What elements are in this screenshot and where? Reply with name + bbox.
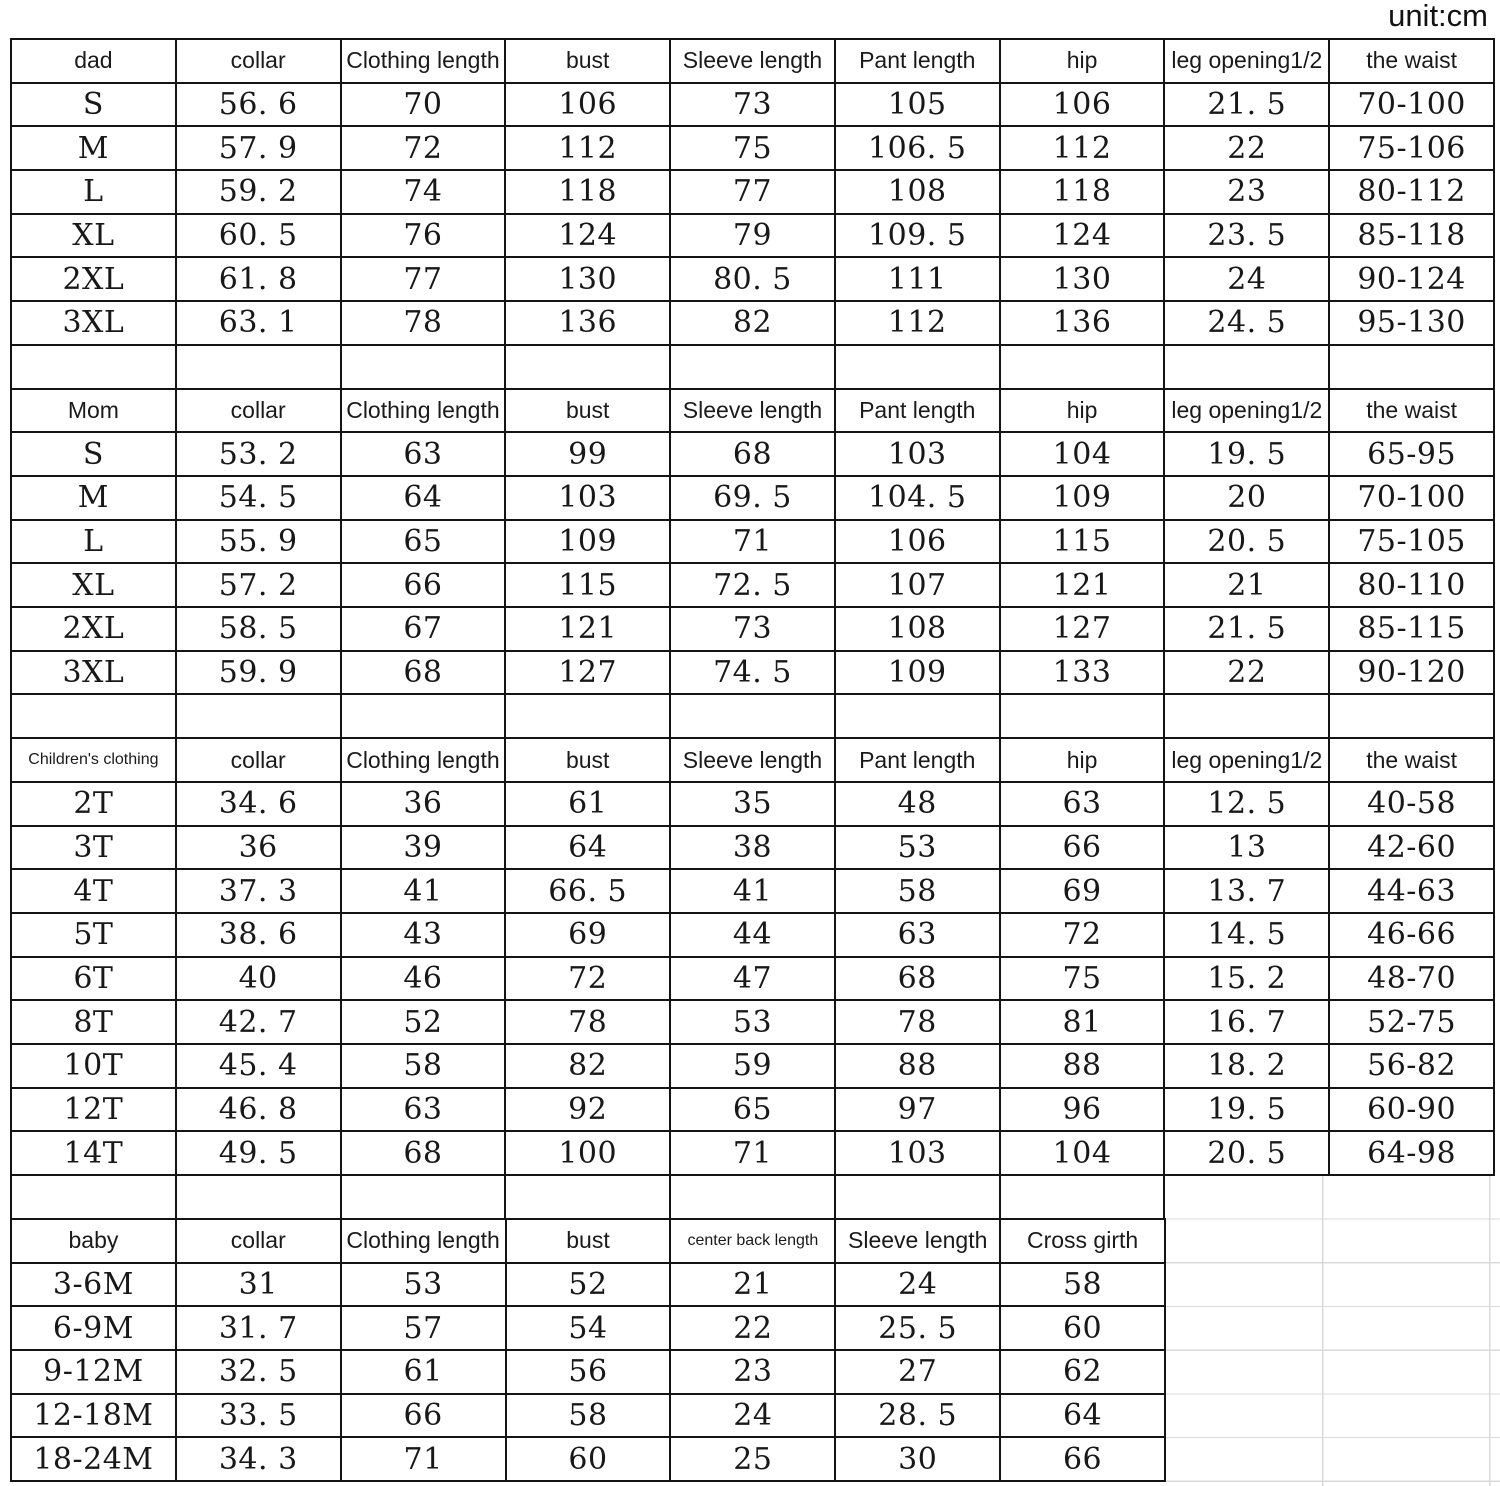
value-cell: 33. 5	[177, 1395, 342, 1439]
value-cell: 78	[342, 302, 507, 346]
value-cell: 37. 3	[177, 870, 342, 914]
value-cell: 63	[342, 1089, 507, 1133]
value-cell: 34. 3	[177, 1438, 342, 1482]
column-header-cell: Pant length	[836, 40, 1001, 84]
value-cell: 60	[507, 1438, 672, 1482]
value-cell: 16. 7	[1165, 1001, 1330, 1045]
value-cell: 85-115	[1330, 608, 1495, 652]
value-cell: 82	[506, 1045, 671, 1089]
column-header-cell: bust	[506, 390, 671, 434]
size-table-children	[10, 737, 1495, 1220]
column-header-cell: bust	[506, 739, 671, 783]
value-cell: 25. 5	[836, 1307, 1001, 1351]
value-cell: 52-75	[1330, 1001, 1495, 1045]
value-cell: 35	[671, 783, 836, 827]
value-cell: 56. 6	[177, 84, 342, 128]
column-header-cell: collar	[177, 1220, 342, 1264]
value-cell: 118	[1001, 171, 1166, 215]
empty-cell	[1330, 346, 1495, 390]
value-cell: 81	[1001, 1001, 1166, 1045]
value-cell: 127	[506, 652, 671, 696]
value-cell: 59	[671, 1045, 836, 1089]
value-cell: 130	[1001, 258, 1166, 302]
value-cell: 54	[507, 1307, 672, 1351]
spreadsheet-gridlines	[1164, 1176, 1500, 1486]
value-cell: 64	[506, 827, 671, 871]
empty-cell	[12, 695, 177, 739]
value-cell: 31	[177, 1264, 342, 1308]
value-cell: 46-66	[1330, 914, 1495, 958]
size-label-cell: 3XL	[12, 652, 177, 696]
value-cell: 69. 5	[671, 477, 836, 521]
value-cell: 21	[1165, 564, 1330, 608]
size-label-cell: 14T	[12, 1132, 177, 1176]
value-cell: 75-105	[1330, 521, 1495, 565]
value-cell: 28. 5	[836, 1395, 1001, 1439]
column-header-cell: hip	[1001, 739, 1166, 783]
size-label-cell: 2XL	[12, 608, 177, 652]
table-grid	[10, 737, 1495, 1220]
value-cell: 124	[1001, 215, 1166, 259]
value-cell: 46. 8	[177, 1089, 342, 1133]
column-header-cell: collar	[177, 390, 342, 434]
column-header-cell: hip	[1001, 40, 1166, 84]
value-cell: 107	[836, 564, 1001, 608]
value-cell: 38. 6	[177, 914, 342, 958]
value-cell: 19. 5	[1165, 433, 1330, 477]
value-cell: 74	[342, 171, 507, 215]
value-cell: 36	[177, 827, 342, 871]
column-header-cell: Sleeve length	[836, 1220, 1001, 1264]
size-label-cell: 12T	[12, 1089, 177, 1133]
size-label-cell: 5T	[12, 914, 177, 958]
value-cell: 58. 5	[177, 608, 342, 652]
column-header-cell: the waist	[1330, 739, 1495, 783]
empty-cell	[1001, 1176, 1166, 1220]
column-header-cell: the waist	[1330, 40, 1495, 84]
empty-cell	[506, 695, 671, 739]
column-header-cell: Clothing length	[342, 739, 507, 783]
size-label-cell: 2XL	[12, 258, 177, 302]
section-title-cell: Mom	[12, 390, 177, 434]
value-cell: 136	[1001, 302, 1166, 346]
value-cell: 48-70	[1330, 958, 1495, 1002]
value-cell: 60	[1001, 1307, 1166, 1351]
value-cell: 13	[1165, 827, 1330, 871]
size-label-cell: 18-24M	[12, 1438, 177, 1482]
empty-cell	[836, 346, 1001, 390]
size-label-cell: XL	[12, 215, 177, 259]
value-cell: 65	[342, 521, 507, 565]
value-cell: 22	[671, 1307, 836, 1351]
size-label-cell: 8T	[12, 1001, 177, 1045]
size-label-cell: M	[12, 127, 177, 171]
column-header-cell: hip	[1001, 390, 1166, 434]
value-cell: 13. 7	[1165, 870, 1330, 914]
size-label-cell: 3T	[12, 827, 177, 871]
value-cell: 14. 5	[1165, 914, 1330, 958]
column-header-cell: Clothing length	[342, 40, 507, 84]
value-cell: 58	[342, 1045, 507, 1089]
size-label-cell: 3XL	[12, 302, 177, 346]
column-header-cell: Clothing length	[342, 390, 507, 434]
value-cell: 78	[506, 1001, 671, 1045]
value-cell: 95-130	[1330, 302, 1495, 346]
size-label-cell: M	[12, 477, 177, 521]
value-cell: 67	[342, 608, 507, 652]
value-cell: 72	[506, 958, 671, 1002]
value-cell: 80. 5	[671, 258, 836, 302]
value-cell: 42. 7	[177, 1001, 342, 1045]
value-cell: 48	[836, 783, 1001, 827]
value-cell: 58	[507, 1395, 672, 1439]
value-cell: 68	[342, 652, 507, 696]
value-cell: 88	[836, 1045, 1001, 1089]
size-table-baby	[10, 1218, 1166, 1482]
value-cell: 124	[506, 215, 671, 259]
value-cell: 20. 5	[1165, 1132, 1330, 1176]
empty-cell	[177, 695, 342, 739]
unit-label: unit:cm	[1388, 0, 1488, 33]
value-cell: 111	[836, 258, 1001, 302]
value-cell: 66	[342, 1395, 507, 1439]
value-cell: 65-95	[1330, 433, 1495, 477]
value-cell: 108	[836, 608, 1001, 652]
value-cell: 103	[836, 433, 1001, 477]
size-label-cell: 2T	[12, 783, 177, 827]
value-cell: 61	[506, 783, 671, 827]
value-cell: 121	[1001, 564, 1166, 608]
value-cell: 20. 5	[1165, 521, 1330, 565]
empty-cell	[1165, 695, 1330, 739]
value-cell: 115	[506, 564, 671, 608]
section-title-cell: baby	[12, 1220, 177, 1264]
value-cell: 80-112	[1330, 171, 1495, 215]
value-cell: 112	[506, 127, 671, 171]
value-cell: 63	[342, 433, 507, 477]
value-cell: 77	[671, 171, 836, 215]
value-cell: 49. 5	[177, 1132, 342, 1176]
value-cell: 32. 5	[177, 1351, 342, 1395]
empty-cell	[1001, 695, 1166, 739]
empty-cell	[836, 695, 1001, 739]
empty-cell	[671, 1176, 836, 1220]
value-cell: 52	[507, 1264, 672, 1308]
value-cell: 44	[671, 914, 836, 958]
value-cell: 75	[1001, 958, 1166, 1002]
value-cell: 90-120	[1330, 652, 1495, 696]
column-header-cell: leg opening1/2	[1165, 40, 1330, 84]
value-cell: 88	[1001, 1045, 1166, 1089]
value-cell: 25	[671, 1438, 836, 1482]
value-cell: 59. 2	[177, 171, 342, 215]
column-header-cell: Sleeve length	[671, 739, 836, 783]
value-cell: 34. 6	[177, 783, 342, 827]
value-cell: 23	[671, 1351, 836, 1395]
size-label-cell: 12-18M	[12, 1395, 177, 1439]
value-cell: 133	[1001, 652, 1166, 696]
value-cell: 69	[506, 914, 671, 958]
value-cell: 61. 8	[177, 258, 342, 302]
value-cell: 62	[1001, 1351, 1166, 1395]
column-header-cell: Pant length	[836, 739, 1001, 783]
value-cell: 63. 1	[177, 302, 342, 346]
value-cell: 77	[342, 258, 507, 302]
value-cell: 100	[506, 1132, 671, 1176]
value-cell: 96	[1001, 1089, 1166, 1133]
column-header-cell: Cross girth	[1001, 1220, 1166, 1264]
value-cell: 75	[671, 127, 836, 171]
empty-cell	[177, 346, 342, 390]
value-cell: 109	[836, 652, 1001, 696]
value-cell: 47	[671, 958, 836, 1002]
size-table-dad	[10, 38, 1495, 390]
value-cell: 53	[671, 1001, 836, 1045]
value-cell: 57	[342, 1307, 507, 1351]
value-cell: 74. 5	[671, 652, 836, 696]
empty-cell	[342, 695, 507, 739]
value-cell: 20	[1165, 477, 1330, 521]
size-label-cell: 10T	[12, 1045, 177, 1089]
value-cell: 52	[342, 1001, 507, 1045]
empty-cell	[836, 1176, 1001, 1220]
size-table-mom	[10, 388, 1495, 740]
value-cell: 130	[506, 258, 671, 302]
value-cell: 19. 5	[1165, 1089, 1330, 1133]
value-cell: 53	[342, 1264, 507, 1308]
size-label-cell: XL	[12, 564, 177, 608]
value-cell: 21. 5	[1165, 84, 1330, 128]
column-header-cell: the waist	[1330, 390, 1495, 434]
empty-cell	[12, 346, 177, 390]
value-cell: 56	[507, 1351, 672, 1395]
value-cell: 104	[1001, 1132, 1166, 1176]
size-label-cell: L	[12, 171, 177, 215]
value-cell: 72	[1001, 914, 1166, 958]
value-cell: 76	[342, 215, 507, 259]
value-cell: 82	[671, 302, 836, 346]
value-cell: 106	[836, 521, 1001, 565]
size-label-cell: S	[12, 84, 177, 128]
value-cell: 56-82	[1330, 1045, 1495, 1089]
empty-cell	[342, 346, 507, 390]
value-cell: 115	[1001, 521, 1166, 565]
value-cell: 106	[506, 84, 671, 128]
value-cell: 24. 5	[1165, 302, 1330, 346]
value-cell: 55. 9	[177, 521, 342, 565]
size-label-cell: 3-6M	[12, 1264, 177, 1308]
value-cell: 64	[1001, 1395, 1166, 1439]
value-cell: 39	[342, 827, 507, 871]
value-cell: 57. 2	[177, 564, 342, 608]
value-cell: 38	[671, 827, 836, 871]
value-cell: 72. 5	[671, 564, 836, 608]
value-cell: 22	[1165, 652, 1330, 696]
value-cell: 70-100	[1330, 477, 1495, 521]
value-cell: 63	[1001, 783, 1166, 827]
value-cell: 44-63	[1330, 870, 1495, 914]
value-cell: 108	[836, 171, 1001, 215]
value-cell: 66	[342, 564, 507, 608]
value-cell: 66. 5	[506, 870, 671, 914]
table-grid	[10, 1218, 1166, 1482]
size-label-cell: L	[12, 521, 177, 565]
value-cell: 109	[1001, 477, 1166, 521]
value-cell: 106	[1001, 84, 1166, 128]
value-cell: 40	[177, 958, 342, 1002]
column-header-cell: bust	[506, 40, 671, 84]
value-cell: 60-90	[1330, 1089, 1495, 1133]
value-cell: 63	[836, 914, 1001, 958]
value-cell: 112	[1001, 127, 1166, 171]
column-header-cell: center back length	[671, 1220, 836, 1264]
value-cell: 57. 9	[177, 127, 342, 171]
value-cell: 64	[342, 477, 507, 521]
value-cell: 36	[342, 783, 507, 827]
value-cell: 105	[836, 84, 1001, 128]
table-grid	[10, 38, 1495, 390]
value-cell: 59. 9	[177, 652, 342, 696]
column-header-cell: Clothing length	[342, 1220, 507, 1264]
value-cell: 73	[671, 84, 836, 128]
table-grid	[10, 388, 1495, 740]
column-header-cell: collar	[177, 40, 342, 84]
value-cell: 70	[342, 84, 507, 128]
column-header-cell: Sleeve length	[671, 390, 836, 434]
size-label-cell: 4T	[12, 870, 177, 914]
value-cell: 80-110	[1330, 564, 1495, 608]
size-label-cell: 6T	[12, 958, 177, 1002]
empty-cell	[671, 695, 836, 739]
value-cell: 68	[671, 433, 836, 477]
column-header-cell: collar	[177, 739, 342, 783]
empty-cell	[506, 1176, 671, 1220]
value-cell: 30	[836, 1438, 1001, 1482]
value-cell: 71	[671, 521, 836, 565]
value-cell: 61	[342, 1351, 507, 1395]
value-cell: 103	[506, 477, 671, 521]
value-cell: 70-100	[1330, 84, 1495, 128]
value-cell: 31. 7	[177, 1307, 342, 1351]
empty-cell	[12, 1176, 177, 1220]
value-cell: 71	[671, 1132, 836, 1176]
value-cell: 78	[836, 1001, 1001, 1045]
size-label-cell: 6-9M	[12, 1307, 177, 1351]
value-cell: 69	[1001, 870, 1166, 914]
value-cell: 58	[1001, 1264, 1166, 1308]
value-cell: 53	[836, 827, 1001, 871]
column-header-cell: leg opening1/2	[1165, 739, 1330, 783]
value-cell: 24	[1165, 258, 1330, 302]
empty-cell	[671, 346, 836, 390]
value-cell: 65	[671, 1089, 836, 1133]
value-cell: 24	[836, 1264, 1001, 1308]
value-cell: 53. 2	[177, 433, 342, 477]
value-cell: 104. 5	[836, 477, 1001, 521]
column-header-cell: bust	[507, 1220, 672, 1264]
value-cell: 22	[1165, 127, 1330, 171]
value-cell: 79	[671, 215, 836, 259]
value-cell: 104	[1001, 433, 1166, 477]
value-cell: 64-98	[1330, 1132, 1495, 1176]
value-cell: 90-124	[1330, 258, 1495, 302]
value-cell: 136	[506, 302, 671, 346]
value-cell: 97	[836, 1089, 1001, 1133]
size-label-cell: 9-12M	[12, 1351, 177, 1395]
value-cell: 73	[671, 608, 836, 652]
empty-cell	[506, 346, 671, 390]
value-cell: 43	[342, 914, 507, 958]
value-cell: 103	[836, 1132, 1001, 1176]
value-cell: 41	[342, 870, 507, 914]
empty-cell	[1330, 695, 1495, 739]
column-header-cell: Sleeve length	[671, 40, 836, 84]
size-label-cell: S	[12, 433, 177, 477]
value-cell: 27	[836, 1351, 1001, 1395]
section-title-cell: Children's clothing	[12, 739, 177, 783]
value-cell: 46	[342, 958, 507, 1002]
value-cell: 21. 5	[1165, 608, 1330, 652]
value-cell: 40-58	[1330, 783, 1495, 827]
value-cell: 58	[836, 870, 1001, 914]
value-cell: 54. 5	[177, 477, 342, 521]
value-cell: 45. 4	[177, 1045, 342, 1089]
value-cell: 68	[836, 958, 1001, 1002]
empty-cell	[342, 1176, 507, 1220]
column-header-cell: leg opening1/2	[1165, 390, 1330, 434]
value-cell: 68	[342, 1132, 507, 1176]
value-cell: 71	[342, 1438, 507, 1482]
value-cell: 109	[506, 521, 671, 565]
value-cell: 41	[671, 870, 836, 914]
empty-cell	[1165, 346, 1330, 390]
value-cell: 23. 5	[1165, 215, 1330, 259]
value-cell: 118	[506, 171, 671, 215]
value-cell: 21	[671, 1264, 836, 1308]
value-cell: 24	[671, 1395, 836, 1439]
value-cell: 15. 2	[1165, 958, 1330, 1002]
value-cell: 72	[342, 127, 507, 171]
value-cell: 12. 5	[1165, 783, 1330, 827]
value-cell: 42-60	[1330, 827, 1495, 871]
value-cell: 18. 2	[1165, 1045, 1330, 1089]
section-title-cell: dad	[12, 40, 177, 84]
value-cell: 23	[1165, 171, 1330, 215]
value-cell: 66	[1001, 1438, 1166, 1482]
value-cell: 85-118	[1330, 215, 1495, 259]
value-cell: 127	[1001, 608, 1166, 652]
value-cell: 99	[506, 433, 671, 477]
column-header-cell: Pant length	[836, 390, 1001, 434]
empty-cell	[1001, 346, 1166, 390]
value-cell: 112	[836, 302, 1001, 346]
value-cell: 60. 5	[177, 215, 342, 259]
empty-cell	[177, 1176, 342, 1220]
value-cell: 109. 5	[836, 215, 1001, 259]
value-cell: 66	[1001, 827, 1166, 871]
value-cell: 121	[506, 608, 671, 652]
value-cell: 106. 5	[836, 127, 1001, 171]
value-cell: 75-106	[1330, 127, 1495, 171]
value-cell: 92	[506, 1089, 671, 1133]
